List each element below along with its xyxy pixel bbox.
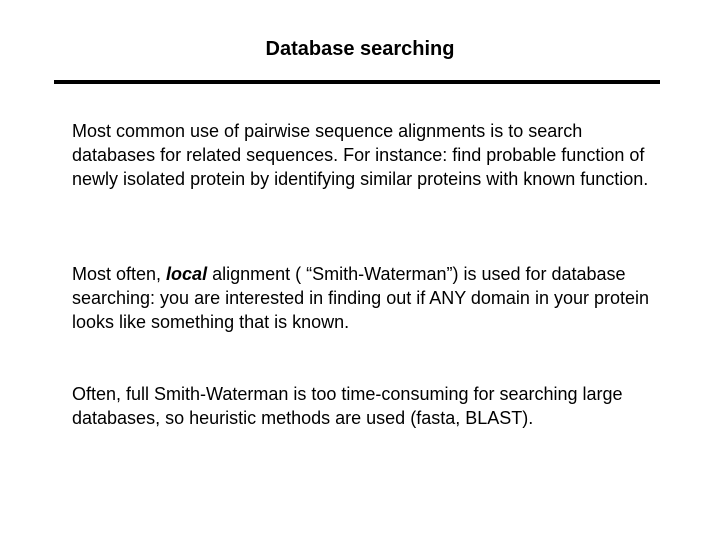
paragraph-heuristic-methods: Often, full Smith-Waterman is too time-consuming for searching large databases, so heuristic methods are used (fasta, BLAST).	[72, 384, 623, 428]
paragraph-local-alignment	[72, 262, 662, 334]
slide-title: Database searching	[265, 38, 455, 60]
paragraph-database-search-use: Most common use of pairwise sequence alignments is to search databases for related sequences. For instance: find probable function of newly isolated protein by identifying similar proteins with known function.	[72, 121, 649, 189]
title-divider	[54, 80, 660, 84]
emphasis-local: local	[166, 264, 208, 284]
paragraph-local-alignment-suffix: alignment ( “Smith-Waterman”) is used for database searching: you are interested in finding out if ANY domain in your protein looks like something that is known.	[72, 264, 650, 332]
paragraph-local-alignment-prefix: Most often,	[72, 264, 167, 284]
